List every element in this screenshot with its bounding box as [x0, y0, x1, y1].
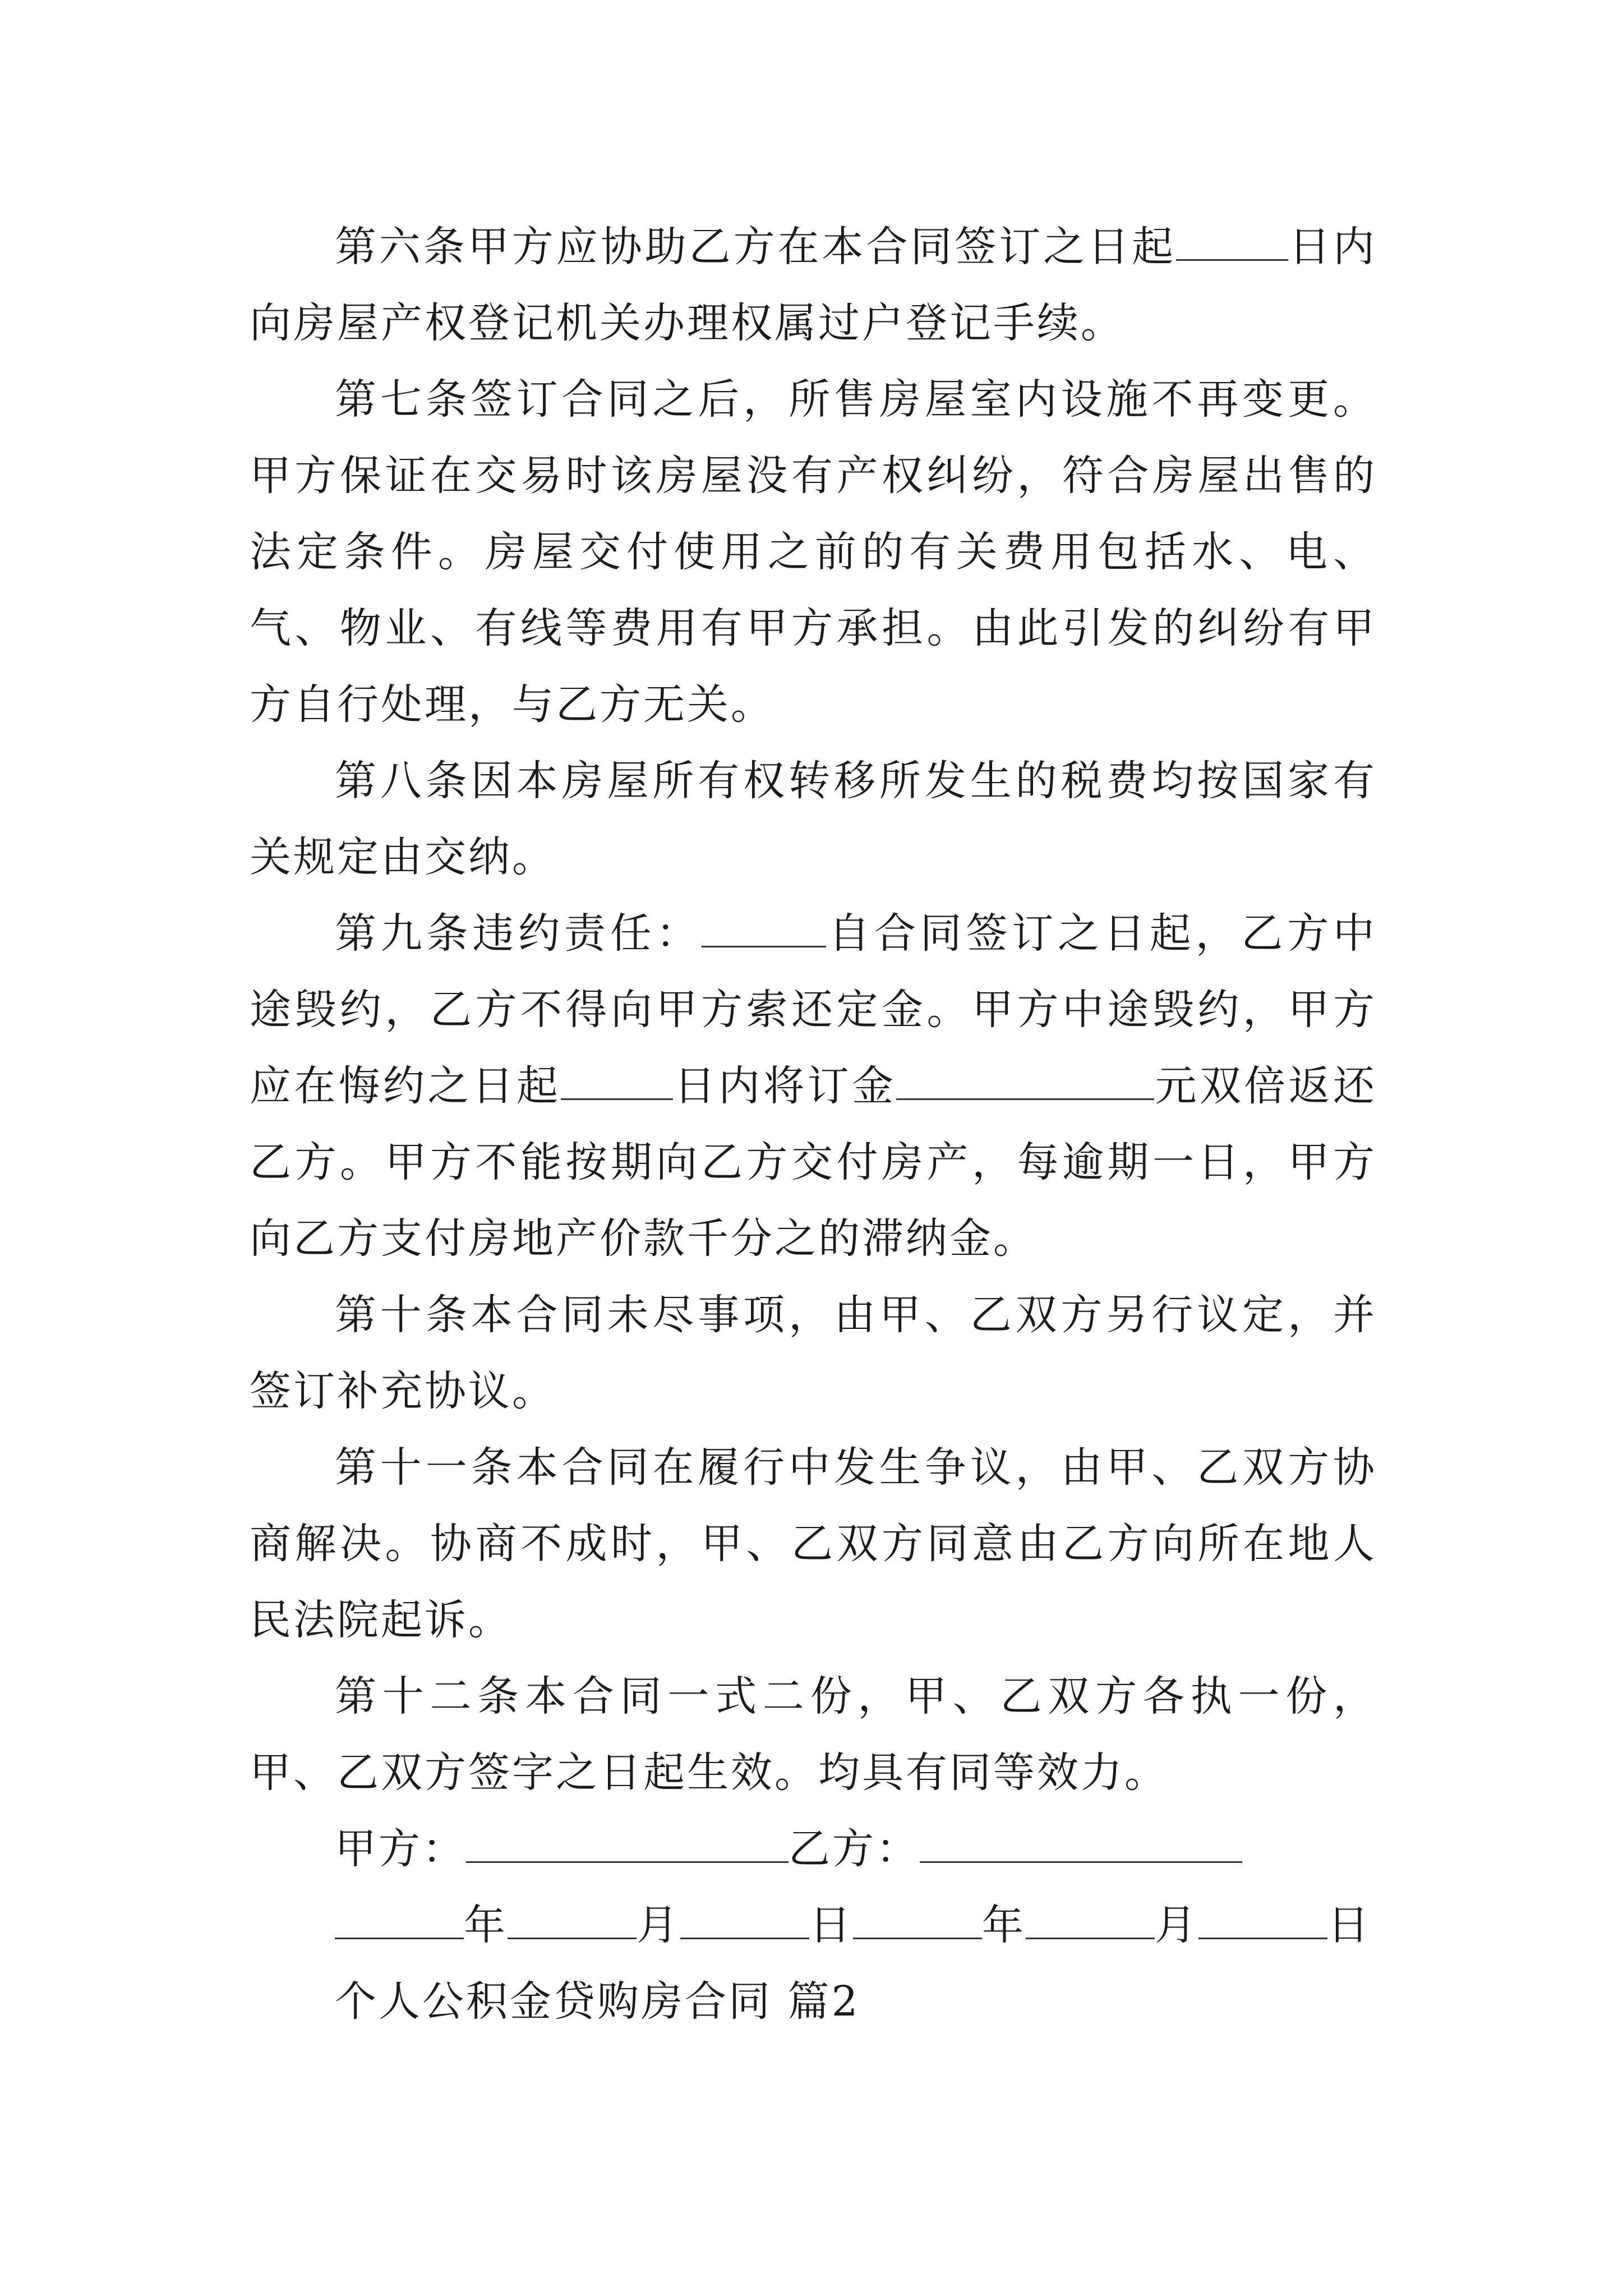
year-label-a: 年	[464, 1901, 508, 1949]
article-9-text-3: 元双倍返还乙方。甲方不能按期向乙方交付房产，每逾期一日，甲方向乙方支付房地产价款千分之的滞纳金。	[250, 1062, 1377, 1263]
article-10: 第十条本合同未尽事项，由甲、乙双方另行议定，并签订补充协议。	[250, 1291, 1377, 1415]
article-6	[250, 209, 1377, 361]
next-section-heading: 个人公积金贷购房合同 篇2	[335, 1977, 860, 2026]
article-7: 第七条签订合同之后，所售房屋室内设施不再变更。甲方保证在交易时该房屋没有产权纠纷，符合房屋出售的法定条件。房屋交付使用之前的有关费用包括水、电、气、物业、有线等费用有甲方承担。由此引发的纠纷有甲方自行处理，与乙方无关。	[250, 375, 1377, 729]
party-a-signature-blank	[466, 1826, 789, 1863]
month-label-b: 月	[1155, 1901, 1198, 1949]
blank-days	[561, 1064, 673, 1100]
year-label-b: 年	[982, 1901, 1026, 1949]
article-9-text-1: 自合同签订之日起，乙方中途毁约，乙方不得向甲方索还定金。甲方中途毁约，甲方应在悔约之日起	[250, 909, 1377, 1110]
party-b-signature-blank	[920, 1826, 1242, 1863]
article-6-text-end: 日内向房屋产权登记机关办理权属过户登记手续。	[250, 223, 1377, 347]
day-label-b: 日	[1327, 1901, 1371, 1949]
article-9-text-2: 日内将订金	[673, 1062, 897, 1110]
blank-amount	[896, 1064, 1154, 1100]
day-label-a: 日	[809, 1901, 853, 1949]
party-a-label: 甲方：	[335, 1825, 466, 1873]
article-9	[250, 895, 1377, 1277]
signature-line	[250, 1811, 1377, 1887]
year-blank-b	[853, 1903, 982, 1939]
day-blank-a	[680, 1903, 809, 1939]
month-blank-a	[508, 1903, 637, 1939]
article-12: 第十二条本合同一式二份，甲、乙双方各执一份，甲、乙双方签字之日起生效。均具有同等效力。	[250, 1672, 1377, 1797]
article-11: 第十一条本合同在履行中发生争议，由甲、乙双方协商解决。协商不成时，甲、乙双方同意由乙方向所在地人民法院起诉。	[250, 1443, 1377, 1644]
article-8: 第八条因本房屋所有权转移所发生的税费均按国家有关规定由交纳。	[250, 757, 1377, 881]
document-body	[250, 209, 1377, 2040]
date-line	[250, 1887, 1377, 1963]
party-b-label: 乙方：	[789, 1825, 920, 1873]
blank-party	[702, 911, 826, 947]
article-9-title: 第九条违约责任：	[335, 909, 702, 958]
month-blank-b	[1026, 1903, 1155, 1939]
year-blank-a	[335, 1903, 464, 1939]
month-label-a: 月	[637, 1901, 680, 1949]
day-blank-b	[1198, 1903, 1327, 1939]
article-6-text-start: 第六条甲方应协助乙方在本合同签订之日起	[335, 223, 1177, 271]
blank-days	[1176, 224, 1288, 261]
